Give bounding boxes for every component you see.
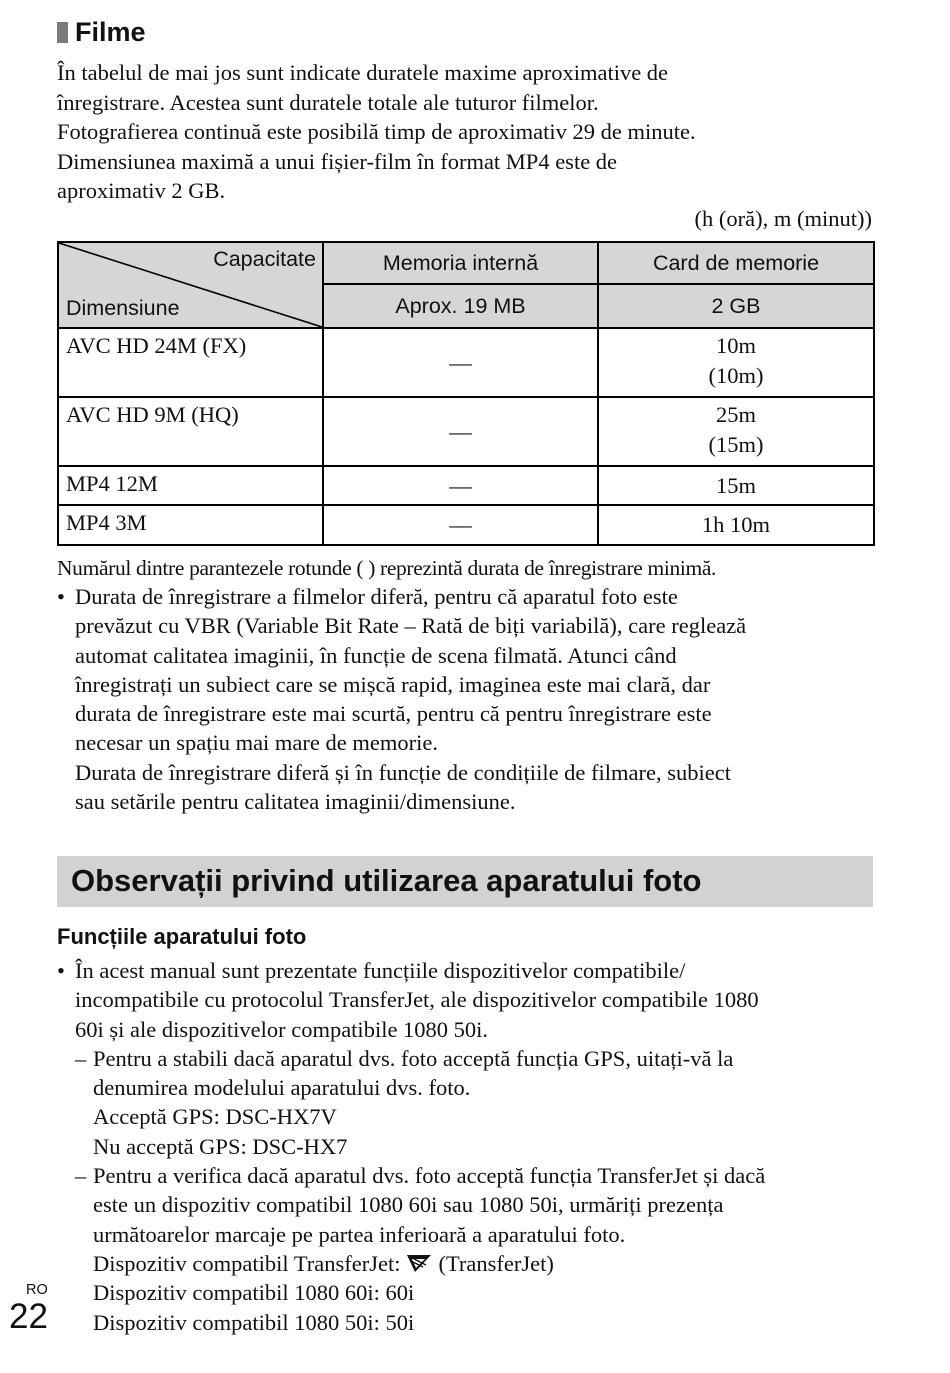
bullet-line: incompatibile cu protocolul TransferJet, ale dispozitivelor compatibile 1080 (75, 987, 759, 1013)
cell-card-value: 10m (715, 333, 756, 358)
cell-card-value: 25m (715, 402, 756, 427)
cell-internal: — (323, 397, 598, 466)
col-header-card: Card de memorie (598, 242, 874, 284)
bullet-line: automat calitatea imaginii, în funcție de scena filmată. Atunci când (75, 642, 677, 668)
table-corner-cell (58, 242, 323, 328)
cell-card (598, 328, 874, 397)
table-footnote: Numărul dintre parantezele rotunde ( ) reprezintă durata de înregistrare minimă. (57, 556, 717, 580)
vbr-bullet (57, 582, 887, 816)
table-row (58, 466, 874, 505)
bullet-line: înregistrați un subiect care se mișcă rapid, imaginea este mai clară, dar (75, 671, 711, 697)
cell-internal: — (323, 328, 598, 397)
units-note: (h (oră), m (minut)) (694, 206, 872, 231)
corner-size-label: Dimensiune (66, 296, 180, 320)
intro-line: Fotografierea continuă este posibilă timp de aproximativ 29 de minute. (57, 119, 696, 144)
table-row (58, 328, 874, 397)
transferjet-line: Dispozitiv compatibil TransferJet: (TransferJet) (93, 1250, 554, 1276)
dash-item-gps: – Pentru a stabili dacă aparatul dvs. foto acceptă funcția GPS, uitați-vă la (57, 1044, 887, 1073)
cell-card-min: (10m) (708, 362, 764, 388)
dash-line: denumirea modelului aparatului dvs. foto. (93, 1075, 471, 1101)
bullet-marker: • (57, 958, 65, 983)
intro-line: În tabelul de mai jos sunt indicate duratele maxime aproximative de (57, 60, 669, 85)
intro-line: Dimensiunea maximă a unui fișier-film în format MP4 este de (57, 148, 618, 174)
transferjet-icon (406, 1253, 432, 1273)
dash-line-50i: Dispozitiv compatibil 1080 50i: 50i (93, 1309, 415, 1335)
dash-marker: – (75, 1163, 87, 1189)
row-label: MP4 12M (58, 466, 323, 505)
dash-line: Acceptă GPS: DSC-HX7V (93, 1104, 337, 1130)
bullet-line: necesar un spațiu mai mare de memorie. (75, 730, 438, 756)
cell-card-min: (15m) (708, 431, 764, 457)
col-sub-internal: Aprox. 19 MB (323, 284, 598, 328)
bullet-line: durata de înregistrare este mai scurtă, pentru că pentru înregistrare este (75, 701, 712, 727)
table-row (58, 397, 874, 466)
row-label: AVC HD 9M (HQ) (58, 397, 323, 466)
cell-internal: — (323, 466, 598, 505)
bullet-line: 60i și ale dispozitivelor compatibile 1080 50i. (75, 1016, 489, 1042)
bullet-line: Durata de înregistrare diferă și în funcție de condițiile de filmare, subiect (75, 759, 731, 785)
row-label: AVC HD 24M (FX) (58, 328, 323, 397)
page-number: 22 (9, 1297, 48, 1336)
cell-internal: — (323, 505, 598, 545)
functions-bullet (57, 956, 887, 1337)
bullet-line: sau setările pentru calitatea imaginii/dimensiune. (75, 789, 516, 815)
bullet-line: • În acest manual sunt prezentate funcțiile dispozitivelor compatibile/ (57, 956, 887, 985)
corner-capacity-label: Capacitate (213, 247, 316, 271)
cell-card-value: 1h 10m (598, 505, 874, 545)
dash-marker: – (75, 1045, 87, 1071)
bullet-marker: • (57, 584, 65, 609)
dash-line-60i: Dispozitiv compatibil 1080 60i: 60i (93, 1280, 415, 1306)
bullet-line: prevăzut cu VBR (Variable Bit Rate – Rată de biți variabilă), care reglează (75, 613, 747, 639)
table-row (58, 505, 874, 545)
section-banner (57, 856, 873, 907)
subheading: Funcțiile aparatului foto (57, 924, 307, 949)
dash-item-transferjet: – Pentru a verifica dacă aparatul dvs. foto acceptă funcția TransferJet și dacă (57, 1161, 887, 1190)
intro-line: înregistrare. Acestea sunt duratele totale ale tuturor filmelor. (57, 89, 599, 115)
language-code: RO (26, 1282, 48, 1298)
intro-line: aproximativ 2 GB. (57, 178, 226, 203)
dash-line: este un dispozitiv compatibil 1080 60i sau 1080 50i, urmăriți prezența (93, 1192, 724, 1218)
cell-card-value: 15m (598, 466, 874, 505)
cell-card (598, 397, 874, 466)
intro-paragraph (57, 58, 877, 206)
dash-line: Nu acceptă GPS: DSC-HX7 (93, 1133, 348, 1159)
section-heading (57, 14, 146, 50)
col-header-internal: Memoria internă (323, 242, 598, 284)
heading-marker (57, 22, 68, 43)
dash-line: următoarelor marcaje pe partea inferioară a aparatului foto. (93, 1221, 626, 1247)
recording-time-table (57, 241, 875, 546)
row-label: MP4 3M (58, 505, 323, 545)
banner-title: Observații privind utilizarea aparatului foto (71, 863, 702, 898)
bullet-line: • Durata de înregistrare a filmelor diferă, pentru că aparatul foto este (57, 582, 887, 611)
col-sub-card: 2 GB (598, 284, 874, 328)
section-title: Filme (75, 17, 146, 47)
